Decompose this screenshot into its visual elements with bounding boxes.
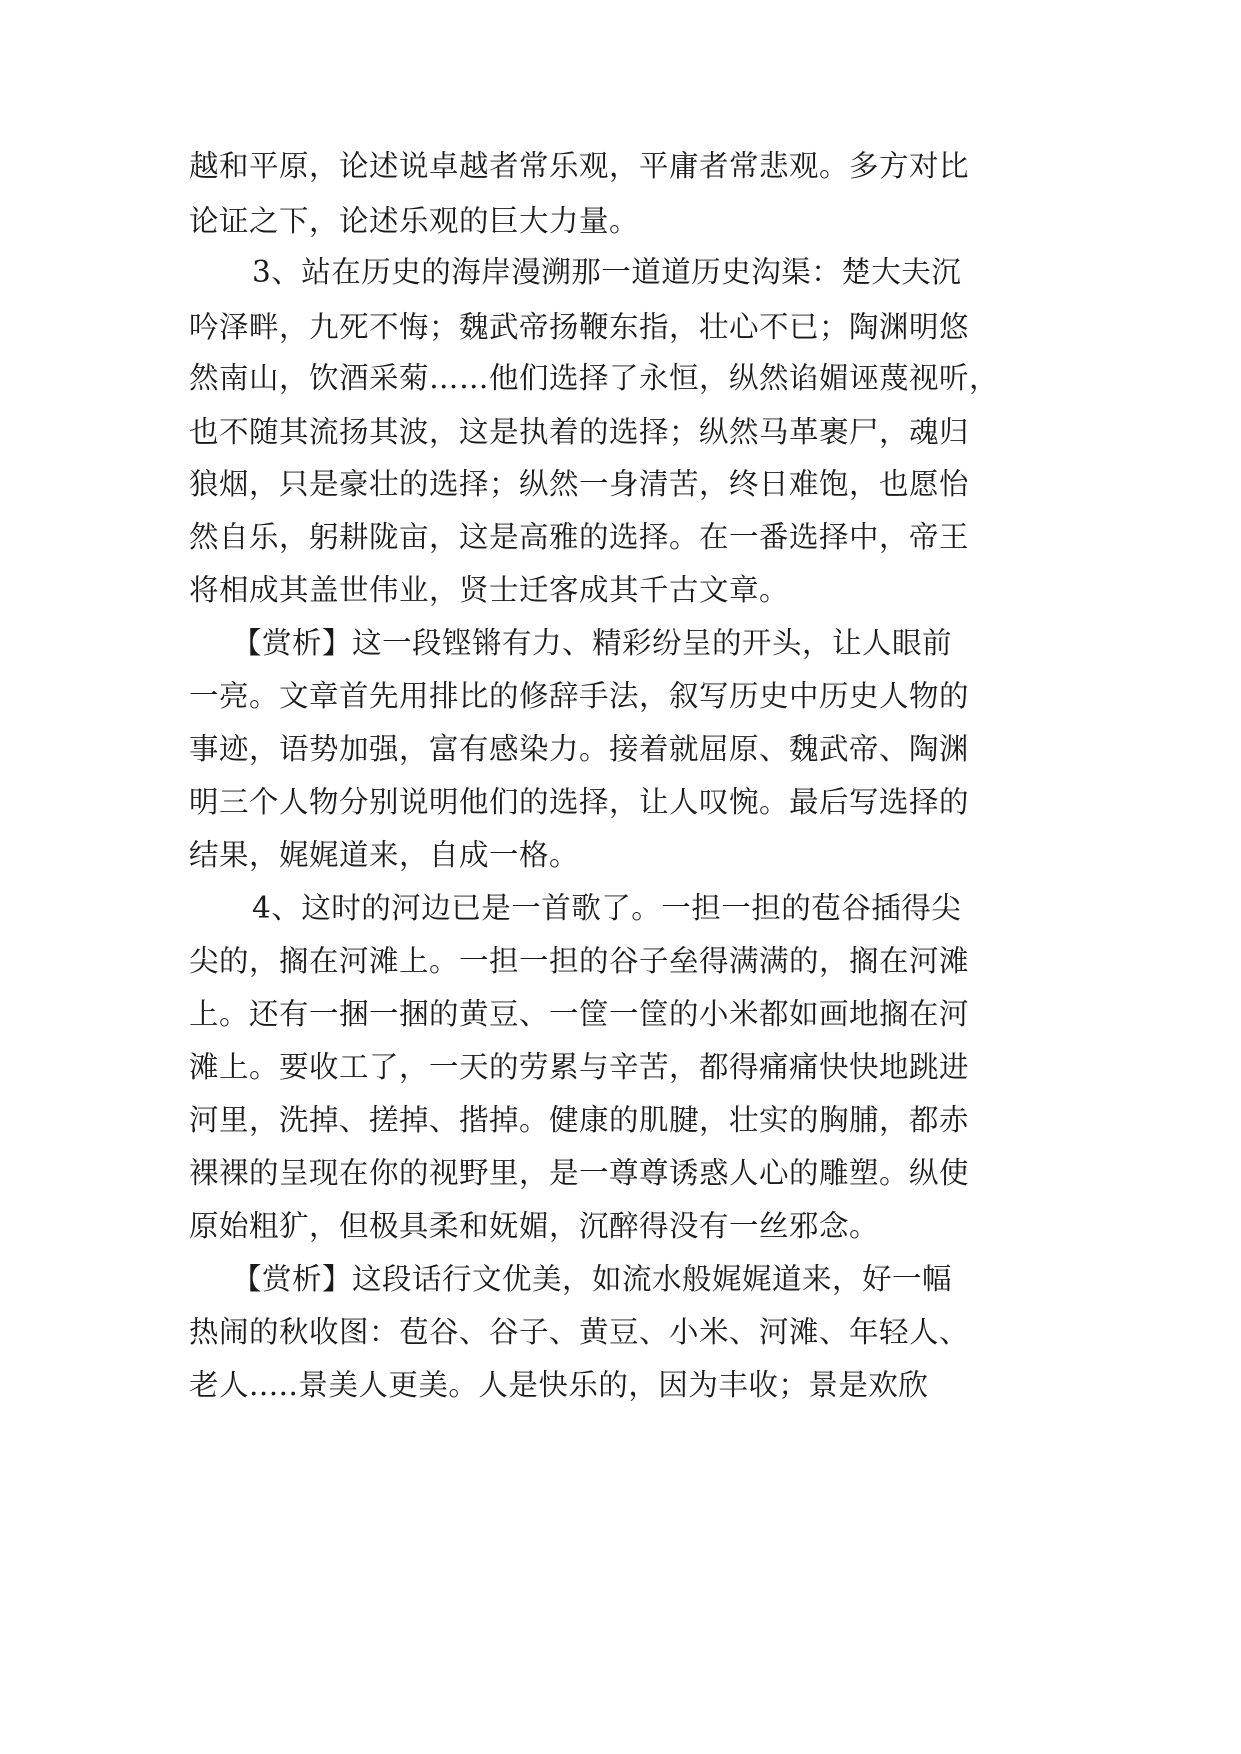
commentary-1-start: 【赏析】这一段铿锵有力、精彩纷呈的开头，让人眼前	[232, 626, 953, 660]
paragraph-4-start: 4、这时的河边已是一首歌了。一担一担的苞谷插得尖	[252, 891, 962, 925]
paragraph-3-start: 3、站在历史的海岸漫溯那一道道历史沟渠：楚大夫沉	[252, 255, 962, 289]
text-line: 明三个人物分别说明他们的选择，让人叹惋。最后写选择的	[189, 785, 970, 819]
text-line: 论证之下，论述乐观的巨大力量。	[189, 204, 640, 238]
text-line: 然南山，饮酒采菊……他们选择了永恒，纵然谄媚诬蔑视听，	[189, 361, 1000, 395]
text-line: 吟泽畔，九死不悔；魏武帝扬鞭东指，壮心不已；陶渊明悠	[189, 310, 970, 344]
text-line: 上。还有一捆一捆的黄豆、一筐一筐的小米都如画地搁在河	[189, 997, 970, 1031]
text-line: 也不随其流扬其波，这是执着的选择；纵然马革裹尸，魂归	[189, 415, 970, 449]
text-line: 老人.....景美人更美。人是快乐的，因为丰收；景是欢欣	[189, 1368, 929, 1402]
text-line: 尖的，搁在河滩上。一担一担的谷子垒得满满的，搁在河滩	[189, 944, 970, 978]
text-line: 一亮。文章首先用排比的修辞手法，叙写历史中历史人物的	[189, 679, 970, 713]
text-line: 将相成其盖世伟业，贤士迁客成其千古文章。	[189, 573, 790, 607]
commentary-2-start: 【赏析】这段话行文优美，如流水般娓娓道来，好一幅	[232, 1262, 953, 1296]
text-line: 河里，洗掉、搓掉、揩掉。健康的肌腱，壮实的胸脯，都赤	[189, 1103, 970, 1137]
text-line: 越和平原，论述说卓越者常乐观，平庸者常悲观。多方对比	[189, 149, 970, 183]
text-line: 裸裸的呈现在你的视野里，是一尊尊诱惑人心的雕塑。纵使	[189, 1156, 970, 1190]
text-line: 热闹的秋收图：苞谷、谷子、黄豆、小米、河滩、年轻人、	[189, 1315, 970, 1349]
text-line: 事迹，语势加强，富有感染力。接着就屈原、魏武帝、陶渊	[189, 732, 970, 766]
text-line: 原始粗犷，但极具柔和妩媚，沉醉得没有一丝邪念。	[189, 1209, 880, 1243]
text-line: 然自乐，躬耕陇亩，这是高雅的选择。在一番选择中，帝王	[189, 520, 970, 554]
text-line: 结果，娓娓道来，自成一格。	[189, 838, 580, 872]
text-line: 滩上。要收工了，一天的劳累与辛苦，都得痛痛快快地跳进	[189, 1050, 970, 1084]
text-line: 狼烟，只是豪壮的选择；纵然一身清苦，终日难饱，也愿怡	[189, 467, 970, 501]
